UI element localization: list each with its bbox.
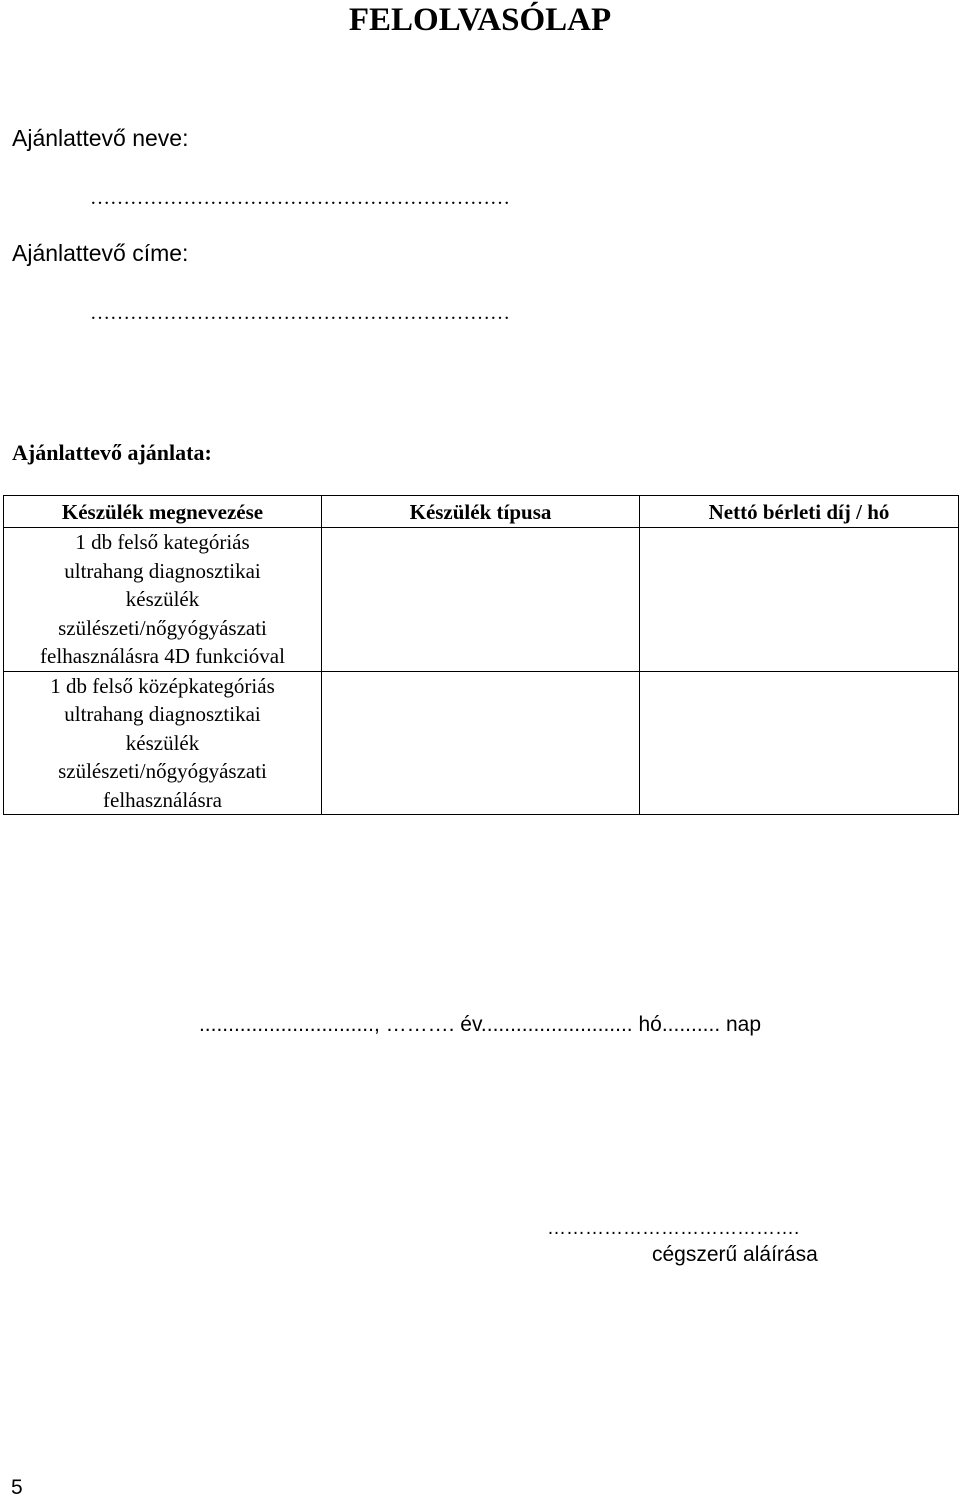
page-number: 5 bbox=[11, 1476, 23, 1499]
header-monthly-fee: Nettó bérleti díj / hó bbox=[640, 496, 959, 528]
table-row bbox=[4, 671, 959, 815]
device-type-cell[interactable] bbox=[322, 671, 640, 815]
bidder-address-label: Ajánlattevő címe: bbox=[12, 240, 189, 266]
date-line: .............................., ………. év.......................... hó.......... nap bbox=[198, 1013, 762, 1036]
signature-label: cégszerű aláírása bbox=[652, 1243, 818, 1266]
header-device-type: Készülék típusa bbox=[322, 496, 640, 528]
device-name-cell: 1 db felső középkategóriás ultrahang diagnosztikai készülék szülészeti/nőgyógyászati felhasználásra bbox=[4, 671, 322, 815]
signature-line: …………………………………. bbox=[547, 1218, 800, 1239]
offer-label: Ajánlattevő ajánlata: bbox=[12, 440, 212, 465]
header-device-name: Készülék megnevezése bbox=[4, 496, 322, 528]
bidder-name-label: Ajánlattevő neve: bbox=[12, 125, 189, 151]
bidder-name-field: ……………………………………………………… bbox=[90, 187, 510, 209]
device-type-cell[interactable] bbox=[322, 528, 640, 672]
offer-table bbox=[3, 495, 959, 815]
table-row bbox=[4, 528, 959, 672]
monthly-fee-cell[interactable] bbox=[640, 528, 959, 672]
device-name-cell: 1 db felső kategóriás ultrahang diagnosztikai készülék szülészeti/nőgyógyászati felhasználásra 4D funkcióval bbox=[4, 528, 322, 672]
monthly-fee-cell[interactable] bbox=[640, 671, 959, 815]
bidder-address-field: ……………………………………………………… bbox=[90, 302, 510, 324]
page-title: FELOLVASÓLAP bbox=[348, 2, 612, 38]
table-header-row bbox=[4, 496, 959, 528]
